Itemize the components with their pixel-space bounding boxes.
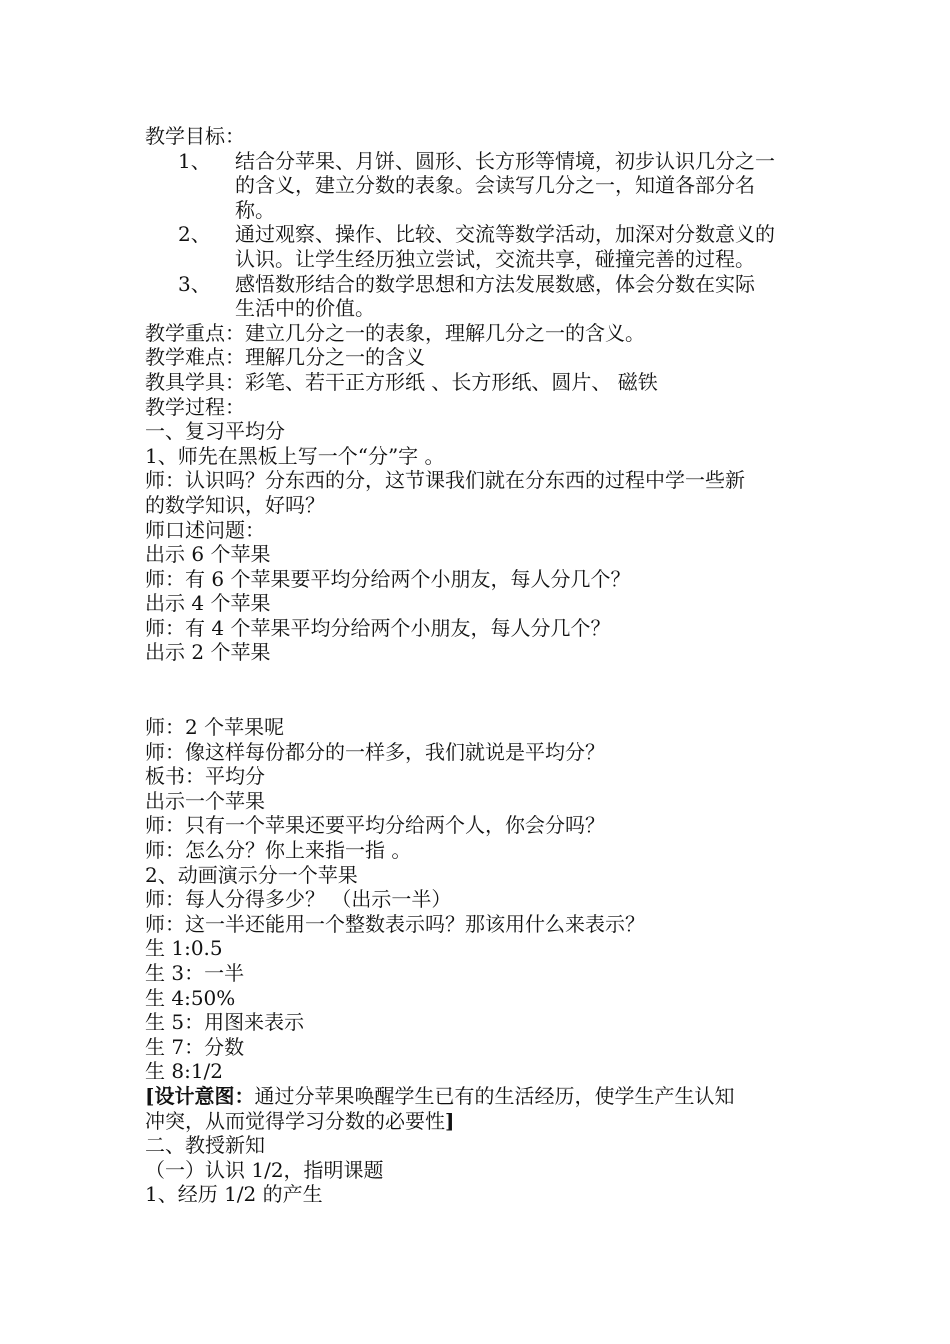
objectives-list xyxy=(145,149,810,321)
section1-title: 一、复习平均分 xyxy=(145,419,285,444)
key-point: 教学重点：建立几分之一的表象，理解几分之一的含义。 xyxy=(145,320,645,345)
difficulty: 教学难点：理解几分之一的含义 xyxy=(145,345,425,370)
objective-text xyxy=(235,149,810,223)
objective-item xyxy=(145,272,810,321)
text-line: 师：每人分得多少？ （出示一半） xyxy=(145,887,452,912)
objective-line: 生活中的价值。 xyxy=(235,296,375,321)
objective-number: 2、 xyxy=(178,222,211,247)
text-line: （一）认识 1/2，指明课题 xyxy=(145,1157,384,1182)
objective-line: 的含义，建立分数的表象。会读写几分之一，知道各部分名 xyxy=(235,173,755,198)
text-line: 师：像这样每份都分的一样多，我们就说是平均分？ xyxy=(145,739,605,764)
objective-line: 结合分苹果、月饼、圆形、长方形等情境，初步认识几分之一 xyxy=(235,148,775,173)
design-close: ] xyxy=(445,1108,455,1133)
text-line: 出示 4 个苹果 xyxy=(145,591,271,616)
objective-line: 认识。让学生经历独立尝试，交流共享，碰撞完善的过程。 xyxy=(235,246,755,271)
tools: 教具学具：彩笔、若干正方形纸 、长方形纸、圆片、 磁铁 xyxy=(145,369,658,394)
objective-line: 感悟数形结合的数学思想和方法发展数感，体会分数在实际 xyxy=(235,271,755,296)
text-line: 师：这一半还能用一个整数表示吗？那该用什么来表示？ xyxy=(145,911,645,936)
text-line: 出示 2 个苹果 xyxy=(145,640,271,665)
objective-text xyxy=(235,222,810,271)
student-answer: 生 7：分数 xyxy=(145,1034,245,1059)
text-line: 师：有 4 个苹果平均分给两个小朋友，每人分几个？ xyxy=(145,615,611,640)
objectives-title: 教学目标： xyxy=(145,124,245,148)
design-text: 通过分苹果唤醒学生已有的生活经历，使学生产生认知 xyxy=(254,1083,735,1108)
design-intent-cont xyxy=(145,1109,810,1134)
section2-title: 二、教授新知 xyxy=(145,1133,265,1158)
objective-item xyxy=(145,149,810,223)
design-label: [设计意图： xyxy=(145,1083,255,1108)
objective-number: 1、 xyxy=(178,148,211,173)
objective-line: 通过观察、操作、比较、交流等数学活动，加深对分数意义的 xyxy=(235,222,775,247)
text-line: 师：认识吗？分东西的分，这节课我们就在分东西的过程中学一些新 xyxy=(145,468,745,493)
text-line: 出示一个苹果 xyxy=(145,788,265,813)
student-answer: 生 3：一半 xyxy=(145,961,245,985)
text-line: 出示 6 个苹果 xyxy=(145,542,271,567)
text-line: 板书：平均分 xyxy=(145,764,265,789)
text-line: 师：只有一个苹果还要平均分给两个人，你会分吗？ xyxy=(145,813,605,838)
design-intent xyxy=(145,1084,810,1109)
text-line: 师：2 个苹果呢 xyxy=(145,715,285,740)
objective-line: 称。 xyxy=(235,197,275,222)
text-line: 师口述问题： xyxy=(145,517,265,542)
process-title: 教学过程： xyxy=(145,394,245,419)
text-line: 师：怎么分？你上来指一指 。 xyxy=(145,838,412,863)
objective-text xyxy=(235,272,810,321)
objective-item xyxy=(145,222,810,271)
text-line: 的数学知识，好吗？ xyxy=(145,492,325,517)
blank-space xyxy=(145,665,810,715)
student-answer: 生 5：用图来表示 xyxy=(145,1010,305,1035)
text-line: 2、动画演示分一个苹果 xyxy=(145,862,358,887)
student-answer: 生 1:0.5 xyxy=(145,936,223,961)
design-text: 冲突，从而觉得学习分数的必要性 xyxy=(145,1108,445,1133)
text-line: 1、师先在黑板上写一个“分”字 。 xyxy=(145,443,445,468)
text-line: 1、经历 1/2 的产生 xyxy=(145,1182,323,1207)
student-answer: 生 4:50% xyxy=(145,985,236,1010)
text-line: 师：有 6 个苹果要平均分给两个小朋友，每人分几个？ xyxy=(145,566,631,591)
objective-number: 3、 xyxy=(178,271,211,296)
student-answer: 生 8:1/2 xyxy=(145,1059,224,1084)
document-page xyxy=(145,124,810,1207)
